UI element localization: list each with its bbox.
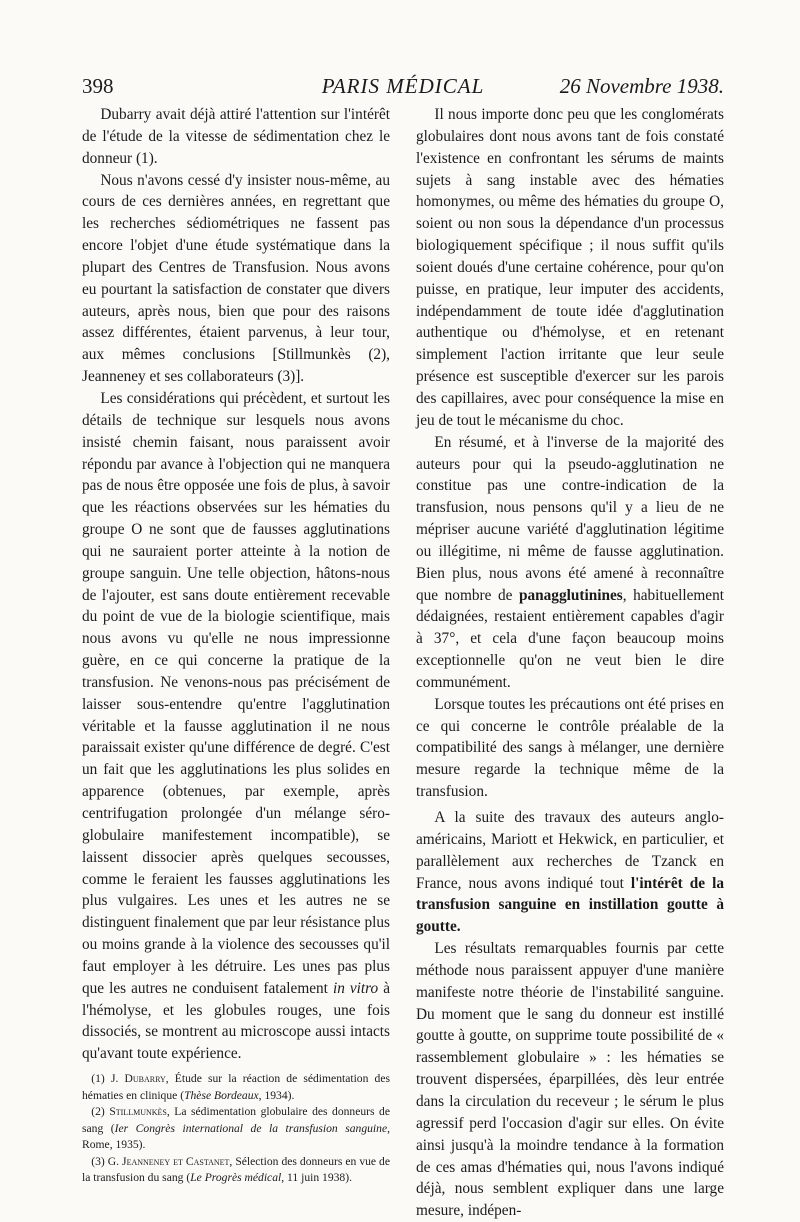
page-number: 398 (82, 74, 114, 98)
paragraph: Il nous importe donc peu que les conglomérats globulaires dont nous avons tant de fois constaté l'existence en confrontant les sérums de maints sujets à sang instable avec des hématies homonymes, ou même des hématies du groupe O, soient ou non sous la dépendance d'un processus biologiquement spécifique ; il nous suffit qu'ils soient doués d'une certaine cohérence, pour qu'on puisse, en pratique, leur imputer des accidents, indépendamment de toute idée d'agglutination authentique ou d'hémolyse, et en retenant simplement l'action irritante que leur seule présence est susceptible d'exercer sur les parois des capillaires, avec pour conséquence la mise en jeu de tout le mécanisme du choc. (416, 106, 724, 429)
paragraph: A la suite des travaux des auteurs anglo-américains, Mariott et Hekwick, en particulier, et parallèlement aux recherches de Tzanck en France, nous avons indiqué tout l'intérêt de la transfusion sanguine en instillation goutte à goutte. (416, 809, 724, 936)
paragraph: En résumé, et à l'inverse de la majorité des auteurs pour qui la pseudo-agglutination ne constitue pas une contre-indication de la transfusion, nous pensons qu'il y a lieu de ne mépriser aucune variété d'agglutination légitime ou illégitime, ni même de fausse agglutination. Bien plus, nous avons été amené à reconnaître que nombre de panagglutinines, habituellement dédaignées, restaient entièrement capables d'agir à 37°, et cela d'une façon beaucoup moins exceptionnelle qu'on ne veut bien le dire communément. (416, 433, 724, 691)
paragraph: Lorsque toutes les précautions ont été prises en ce qui concerne le contrôle préalable de la compatibilité des sangs à mélanger, une dernière mesure regarde la technique même de la transfusion. (416, 695, 724, 801)
left-column (82, 104, 390, 1187)
paragraph: Les considérations qui précèdent, et surtout les détails de technique sur lesquels nous avons insisté chemin faisant, nous paraissent avoir répondu par avance à l'objection qui ne manquera pas de nous être opposée une fois de plus, à savoir que les réactions observées sur les hématies du groupe O ne sont que de fausses agglutinations qui ne sauraient porter atteinte à la notion de groupe sanguin. Une telle objection, hâtons-nous de l'ajouter, est sans doute entièrement recevable du point de vue de la biologie scientifique, mais nous avons vu qu'elle ne nous impressionne guère, en ce qui concerne la pratique de la transfusion. Ne venons-nous pas précisément de laisser sous-entendre qu'entre l'agglutination véritable et la fausse agglutination il ne nous paraissait exister qu'une différence de degré. C'est un fait que les agglutinations les plus solides en apparence (obtenues, par exemple, après centrifugation prolongée d'un mélange séro-globulaire manifestement incompatible), se laissent dissocier après quelques secousses, comme le feraient les fausses agglutinations les plus vulgaires. Les unes et les autres ne se distinguent finalement que par leur résistance plus ou moins grande à la violence des secousses qu'il faut employer à les détruire. Les unes pas plus que les autres ne conduisent fatalement in vitro à l'hémolyse, et les globules rouges, une fois dissociés, se montrent au microscope aussi intacts qu'avant toute expérience. (82, 389, 390, 1063)
footnote: (1) J. Dubarry, Étude sur la réaction de sédimentation des hématies en clinique (Thèse Bordeaux, 1934). (82, 1072, 390, 1102)
paragraph: Dubarry avait déjà attiré l'attention sur l'intérêt de l'étude de la vitesse de sédimentation chez le donneur (1). (82, 106, 390, 167)
journal-title: PARIS MÉDICAL (321, 74, 485, 98)
issue-date: 26 Novembre 1938. (559, 74, 724, 98)
footnotes (82, 1071, 390, 1187)
paragraph: Nous n'avons cessé d'y insister nous-même, au cours de ces dernières années, en regrettant que les recherches sédiométriques ne fassent pas encore l'objet d'une étude systématique dans la plupart des Centres de Transfusion. Nous avons eu pourtant la satisfaction de constater que divers auteurs, après nous, bien que pour des raisons assez différentes, étaient parvenus, à leur tour, aux mêmes conclusions [Stillmunkès (2), Jeanneney et ses collaborateurs (3)]. (82, 171, 390, 386)
italic-term: in vitro (332, 979, 379, 997)
bold-term: panagglutinines (518, 586, 623, 604)
bold-term: l'intérêt de la transfusion sanguine en instillation goutte à goutte. (416, 874, 724, 936)
right-column (416, 104, 724, 1222)
paragraph: Les résultats remarquables fournis par cette méthode nous paraissent appuyer d'une manière manifeste notre théorie de l'instabilité sanguine. Du moment que le sang du donneur est instillé goutte à goutte, on supprime toute possibilité de « rassemblement globulaire » : les hématies se trouvent dispersées, éparpillées, dès leur entrée dans la circulation du receveur ; le sérum le plus agressif perd l'occasion d'agir sur elles. On évite ainsi jusqu'à la moindre tendance à la formation de ces amas d'hématies qui, nous l'avons indiqué déjà, nous semblent expliquer dans une large mesure, indépen- (416, 940, 724, 1220)
page-header (82, 74, 724, 104)
footnote: (2) Stillmunkès, La sédimentation globulaire des donneurs de sang (Ier Congrès international de la transfusion sanguine, Rome, 1935). (82, 1105, 390, 1152)
footnote: (3) G. Jeanneney et Castanet, Sélection des donneurs en vue de la transfusion du sang (Le Progrès médical, 11 juin 1938). (82, 1154, 390, 1185)
